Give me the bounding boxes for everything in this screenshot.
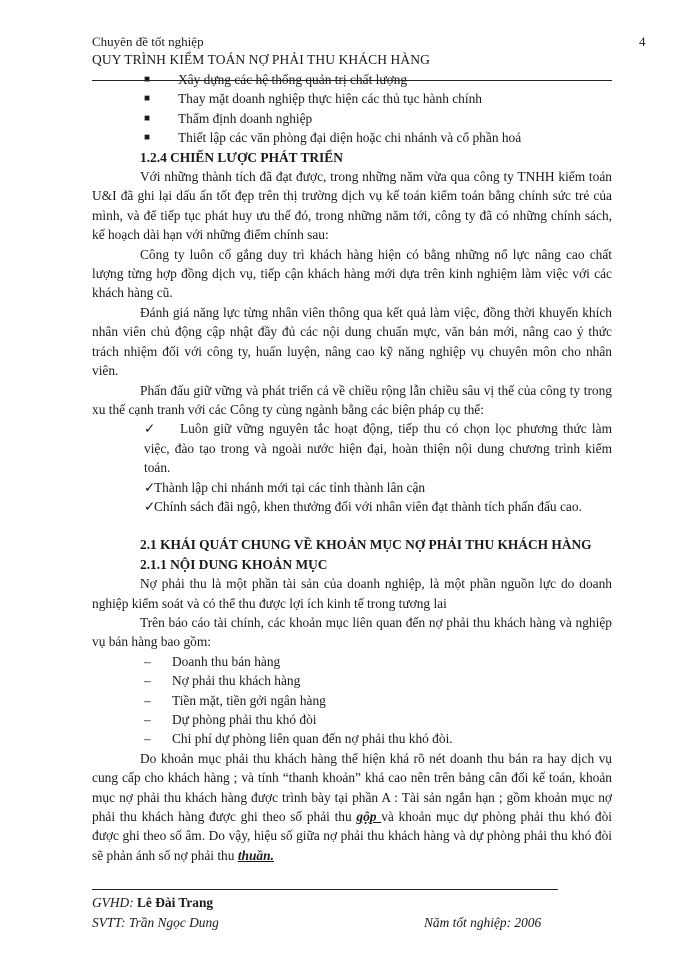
square-bullet-icon: ■ [144,112,151,124]
list-item: ■ Xây dựng các hệ thống quản trị chất lượng [92,70,612,89]
footer-student: SVTT: Trần Ngọc Dung [92,915,219,930]
paragraph: Công ty luôn cố gắng duy trì khách hàng hiện có bằng những nổ lực nâng cao chất lượng từng hợp đồng dịch vụ, tiếp cận khách hàng mới dựa trên kinh nghiệm làm việc với các khách hàng cũ. [92,246,612,301]
list-item: – Chi phí dự phòng liên quan đến nợ phải thu khó đòi. [92,729,612,748]
list-item: ■ Thiết lập các văn phòng đại diện hoặc chi nhánh và cổ phần hoá [92,128,612,147]
emphasis-gop: gộp [356,809,382,825]
page-number: 4 [639,34,646,49]
footer-supervisor: GVHD: Lê Đài Trang [92,895,214,910]
list-item: ■ Thẩm định doanh nghiệp [92,109,612,128]
header-divider [92,80,612,81]
checklist-item: ✓ Thành lập chi nhánh mới tại các tỉnh thành lân cận [92,478,612,497]
paragraph: Với những thành tích đã đạt được, trong những năm vừa qua công ty TNHH kiểm toán U&I đã ghi lại dấu ấn tốt đẹp trên thị trường dịch vụ kế toán kiểm toán bằng chính sức trẻ của mình, và để tiếp tục phát huy ưu thế đó, trong những năm tới, công ty đã có những chính sách, kế hoạch dài hạn với những điểm chính sau: [92,169,612,243]
paragraph: Nợ phải thu là một phần tài sản của doanh nghiệp, là một phần nguồn lực do doanh nghiệp kiểm soát và có thể thu được lợi ích kinh tế trong tương lai [92,576,612,611]
list-item: ■ Thay mặt doanh nghiệp thực hiện các thủ tục hành chính [92,89,612,108]
square-bullet-icon: ■ [144,132,151,144]
paragraph: Đánh giá năng lực từng nhân viên thông qua kết quả làm việc, đồng thời khuyến khích nhân viên chủ động cập nhật đầy đủ các nội dung chuẩn mực, văn bản mới, nâng cao ý thức trách nhiệm đối với công ty, huấn luyện, nâng cao kỹ năng nghiệp vụ chuyên môn cho nhân viên. [92,304,612,379]
header-subtitle: Chuyên đề tốt nghiệp [92,34,204,49]
footer-year: Năm tốt nghiệp: 2006 [424,915,542,930]
paragraph: Phấn đấu giữ vững và phát triển cả về chiều rộng lẫn chiều sâu vị thế của công ty trong xu thế cạnh tranh với các Công ty cùng ngành bằng các biện pháp cụ thể: [92,382,612,417]
footer-divider [92,889,558,890]
checklist-item: ✓ Chính sách đãi ngộ, khen thưởng đối với nhân viên đạt thành tích phấn đấu cao. [92,497,612,516]
checklist-item: ✓ Luôn giữ vững nguyên tắc hoạt động, tiếp thu có chọn lọc phương thức làm việc, đào tạo trong và ngoài nước hiện đại, hoàn thiện nội dung chương trình kiểm toán. [144,421,612,476]
list-item: – Nợ phải thu khách hàng [92,671,612,690]
dash-bullet-icon: – [144,712,151,727]
checkmark-icon: ✓ [144,498,156,514]
emphasis-thuan: thuần. [237,847,274,863]
header-title: QUY TRÌNH KIỂM TOÁN NỢ PHẢI THU KHÁCH HÀNG [92,52,430,67]
list-item: – Doanh thu bán hàng [92,652,612,671]
section-heading: 2.1 KHÁI QUÁT CHUNG VỀ KHOẢN MỤC NỢ PHẢI THU KHÁCH HÀNG [140,537,592,553]
checkmark-icon: ✓ [144,421,156,437]
section-heading: 1.2.4 CHIẾN LƯỢC PHÁT TRIỂN [140,149,343,165]
dash-bullet-icon: – [144,731,151,747]
paragraph: Trên báo cáo tài chính, các khoản mục liên quan đến nợ phải thu khách hàng và nghiệp vụ bán hàng bao gồm: [92,614,612,650]
list-item: – Dự phòng phải thu khó đòi [92,710,612,729]
square-bullet-icon: ■ [144,93,151,105]
subsection-heading: 2.1.1 NỘI DUNG KHOẢN MỤC [140,556,328,572]
dash-bullet-icon: – [144,653,151,669]
paragraph: Do khoản mục phải thu khách hàng thể hiện khá rõ nét doanh thu bán ra hay dịch vụ cung cấp cho khách hàng ; và tính “thanh khoản” khá cao nên trên bảng cân đối kế toán, khoản mục nợ phải thu khách hàng được trình bày tại phần A : Tài sản ngắn hạn ; gồm khoản mục nợ phải thu khách hàng được ghi theo số phải thu gộp và khoản mục dự phòng phải thu khó đòi được ghi theo số âm. Do vậy, hiệu số giữa nợ phải thu khách hàng và dự phòng phải thu khó đòi sẽ phản ánh số nợ phải thu thuần. [92,750,613,863]
list-item: – Tiền mặt, tiền gởi ngân hàng [92,691,612,710]
page-body [92,70,612,865]
dash-bullet-icon: – [144,673,151,689]
checkmark-icon: ✓ [144,479,156,495]
dash-bullet-icon: – [144,692,151,708]
square-bullet-icon: ■ [144,74,151,85]
